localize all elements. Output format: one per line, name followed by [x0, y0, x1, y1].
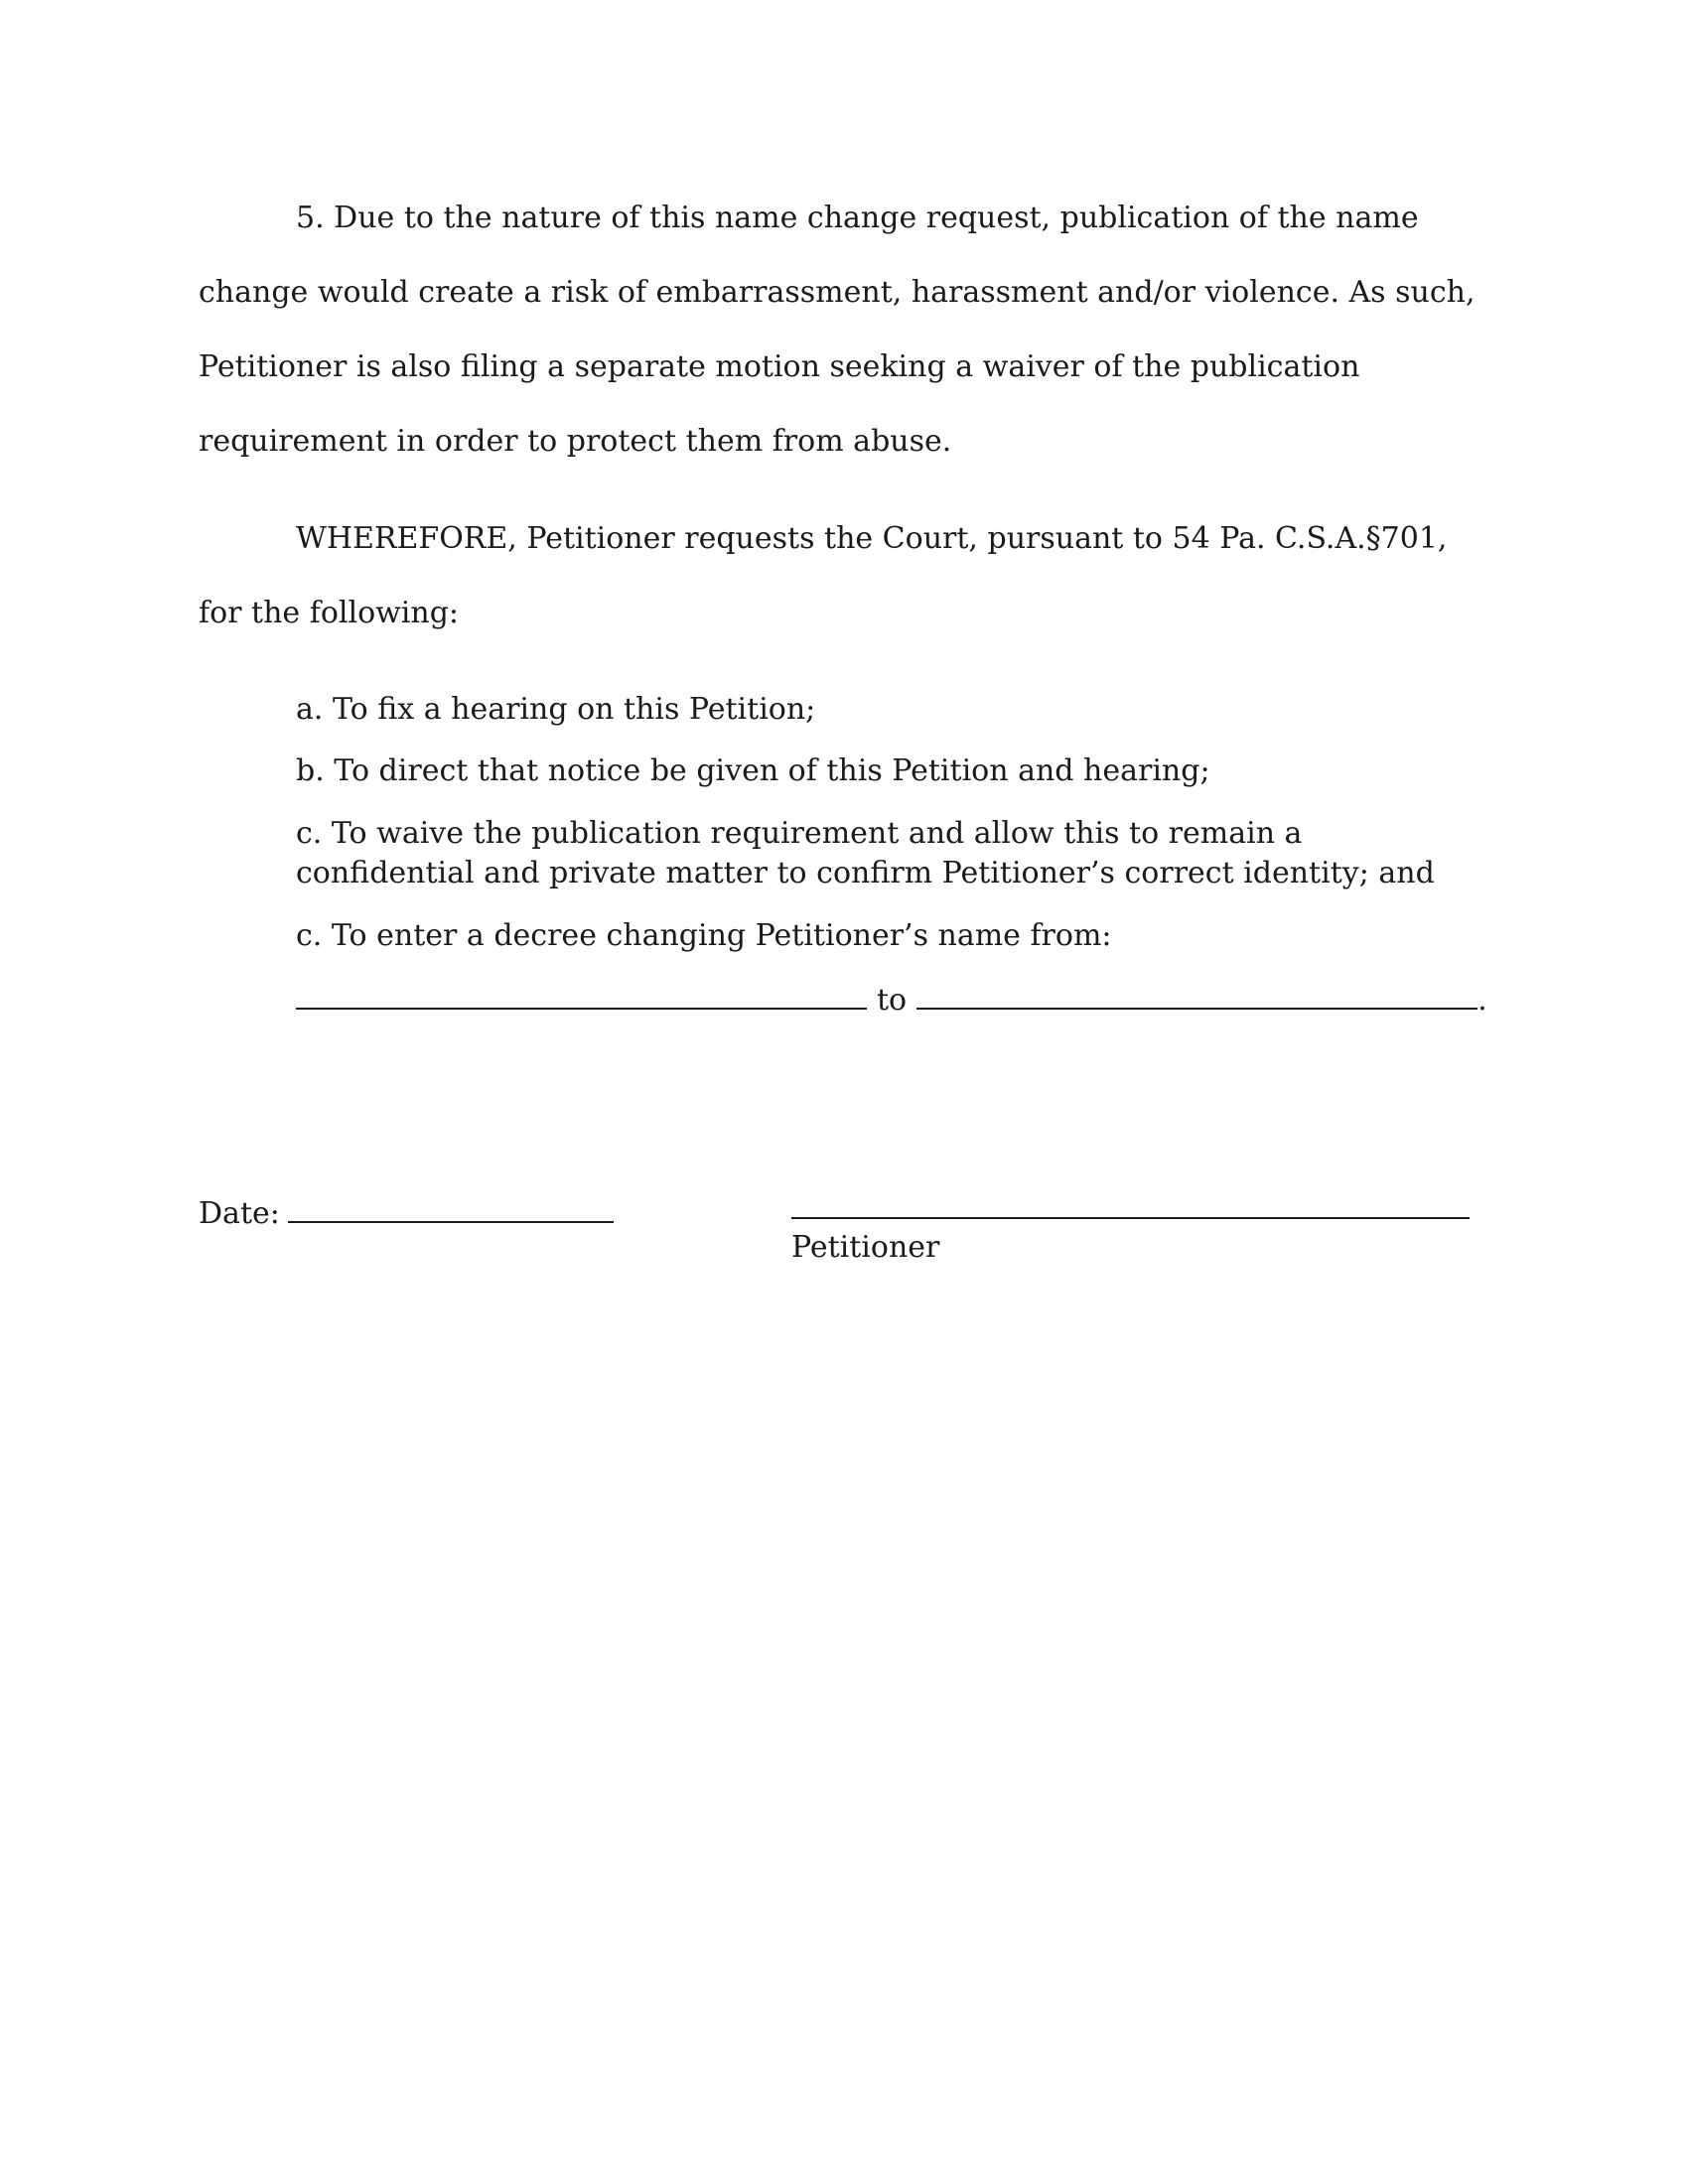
- petitioner-label: Petitioner: [791, 1230, 940, 1265]
- wherefore-text: WHEREFORE, Petitioner requests the Court, pursuant to 54 Pa. C.S.A.§701, for the following:: [199, 521, 1448, 630]
- old-name-blank[interactable]: [296, 978, 867, 1010]
- request-item-a: a. To fix a hearing on this Petition;: [296, 692, 816, 727]
- date-label: Date:: [199, 1196, 280, 1231]
- wherefore-paragraph: [199, 501, 1479, 650]
- name-end-punctuation: .: [1477, 983, 1487, 1018]
- date-blank[interactable]: [288, 1191, 614, 1223]
- new-name-blank[interactable]: [916, 978, 1477, 1010]
- name-change-line: [296, 978, 1487, 1021]
- date-block: [199, 1191, 614, 1234]
- request-item-c: c. To waive the publication requirement and allow this to remain a confidential and private matter to confirm Petitioner’s correct identity; and: [296, 816, 1435, 890]
- paragraph-5: [199, 181, 1479, 478]
- paragraph-5-text: 5. Due to the nature of this name change request, publication of the name change would create a risk of embarrassment, harassment and/or violence. As such, Petitioner is also filing a separate motion seeking a waiver of the publication requirement in order to protect them from abuse.: [199, 201, 1476, 459]
- signature-line[interactable]: [791, 1217, 1470, 1219]
- request-item-d: c. To enter a decree changing Petitioner’s name from:: [296, 918, 1112, 953]
- request-item-b: b. To direct that notice be given of this Petition and hearing;: [296, 753, 1210, 788]
- name-connector: to: [877, 983, 908, 1018]
